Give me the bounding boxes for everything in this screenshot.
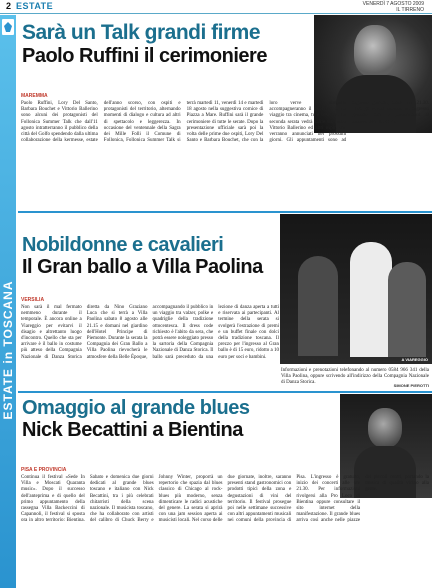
section-divider bbox=[18, 211, 432, 213]
article-kicker: VERSILIA bbox=[21, 297, 45, 303]
article-blues bbox=[18, 394, 432, 588]
newspaper-name: IL TIRRENO bbox=[396, 7, 424, 13]
article-kicker: PISA E PROVINCIA bbox=[21, 467, 67, 473]
article-body: Paolo Ruffini, Lory Del Santo, Barbara Bouchet e Vittorio Ballerino sono alcuni dei protagonisti del Follonica Summer Talk che dall'11 agosto intratterranno il pubblico della città del Golfo spendendo dalla ultima collaborazione della kermesse, estate dell'anno scorso, con ospiti e protagonisti del territorio, alternando momenti di dialogo e cultura ad altri di spettacolo e leggerezza. In occasione del ventennale della Sagra dei Mille Folli il Comune di Follonica, Follonica Summer Talk si terrà martedì 11, venerdì 14 e martedì 18 agosto nella suggestiva cornice di Piazza a Mare. Ruffini sarà il grande cerimoniere di tutte le serate. Dopo la presentazione ufficiale sarà poi la volta delle prime due ospiti, Lory Del Santo e Barbara Bouchet, che con la loro verve e simpatia accompagneranno il pubblico in un viaggio tra cinema, tv e costume. La seconda serata vedrà salire sul palco Vittorio Ballerino ed altri ospiti che verranno annunciati nei prossimi giorni. Gli appuntamenti sono ad ingresso gratuito, inizio ore 21.30. Tutti gli eventi saranno ad ingresso gratuito, info e prenotazioni al numero 346 3074175. bbox=[21, 101, 429, 144]
article-gran-ballo bbox=[18, 214, 432, 391]
dancers-photo bbox=[280, 214, 432, 364]
portrait-head bbox=[354, 25, 396, 77]
dancer-figure-white-gown bbox=[350, 242, 392, 357]
article-title: Nobildonne e cavalieri bbox=[22, 234, 224, 256]
date-line bbox=[363, 1, 424, 13]
article-title: Omaggio al grande blues bbox=[22, 397, 250, 419]
author-signature: SIMONE PIEROTTI bbox=[393, 383, 429, 388]
tuscany-logo-icon bbox=[2, 19, 14, 35]
article-subtitle: Il Gran ballo a Villa Paolina bbox=[22, 256, 263, 278]
date-text: VENERDÌ 7 AGOSTO 2009 bbox=[362, 1, 424, 7]
article-subtitle: Nick Becattini a Bientina bbox=[22, 419, 243, 441]
article-title: Sarà un Talk grandi firme bbox=[22, 21, 261, 44]
article-kicker: MAREMMA bbox=[21, 93, 48, 99]
dancer-figure bbox=[298, 256, 338, 356]
page-content bbox=[18, 15, 432, 588]
dancer-figure bbox=[388, 262, 426, 357]
section-divider bbox=[18, 391, 432, 393]
side-vertical-text: ESTATE in TOSCANA bbox=[1, 280, 15, 420]
article-body: Continua il festival «Sede In Villa e Moscati Quaranta music». Dopo il successo dell'anteprima e di quello del primo appuntamento della rassegna Villa Backeccini di Capannoli, il festival si sposta ora in altro territorio: Bientina. Sabato e domenica due giorni dedicati al grande blues toscano e italiano con Nick Becattini, tra i più celebrati chitarristi della scena nazionale. Il musicista toscano, che ha collaborato con artisti del calibro di Chuck Berry e Johnny Winter, proporrà un repertorio che spazia dal blues classico di Chicago al rock-blues più moderno, senza dimenticare le radici acustiche del genere. La serata si aprirà con una jam session aperta ai musicisti locali. Nel corso delle due giornate, inoltre, saranno presenti stand gastronomici con prodotti tipici della zona e degustazioni di vini del territorio. Il festival prosegue poi nelle settimane successive con altri appuntamenti musicali nei comuni della provincia di Pisa. L'ingresso è gratuito, inizio dei concerti alle ore 21.30. Per informazioni rivolgersi alla Pro Loco di Bientina oppure consultare il sito internet della manifestazione. Il grande blues arriva così anche nelle piazze dei piccoli centri, portando la musica di qualità vicino alla gente. bbox=[21, 475, 429, 524]
article-body: Non sarà il mal fermato nemmeno durante il temporale. È ancora online a Viareggio per evitarvi il disagio e altrettanto luogo d'incontro. Quello che sta per arrivare è il ballo in costume più atteso della Compagnia Nazionale di Danza Storica diretta da Nino Graziano Luca che si terrà a Villa Paolina sabato 8 agosto alle 21.15 e domani nel giardino dell'Hotel Principe di Piemonte. Durante la serata la Compagnia dei Gran Ballo a Villa Paolina rievocherà le atmosfere della Belle Époque, accompagnando il pubblico in un viaggio tra valzer, polke e quadriglie della tradizione ottocentesca. Il dress code richiesto è l'abito da sera, che potrà essere noleggiato presso la sartoria della Compagnia Nazionale di Danza Storica. Il ballo sarà preceduto da una lezione di danza aperta a tutti e riservata ai partecipanti. Al termine della serata si svolgerà l'estrazione di premi e un buffet finale con dolci della tradizione toscana. Il prezzo per l'ingresso al Gran ballo è di 15 euro, ridotto a 10 euro per soci e bambini. bbox=[21, 305, 279, 360]
article-sidebar-text: Informazioni e prenotazioni telefonando al numero 0584 966 341 della Villa Paolina, oppure scrivendo all'indirizzo della Compagnia Nazionale di Danza Storica. bbox=[281, 368, 429, 386]
photo-caption: A VIAREGGIO bbox=[401, 357, 428, 362]
article-talk bbox=[18, 15, 432, 211]
page-number: 2 bbox=[6, 1, 12, 11]
section-label: ESTATE bbox=[16, 1, 54, 11]
article-subtitle: Paolo Ruffini il cerimoniere bbox=[22, 45, 267, 67]
side-vertical-title bbox=[1, 250, 15, 450]
portrait-head bbox=[368, 408, 402, 448]
page-header bbox=[0, 0, 432, 14]
